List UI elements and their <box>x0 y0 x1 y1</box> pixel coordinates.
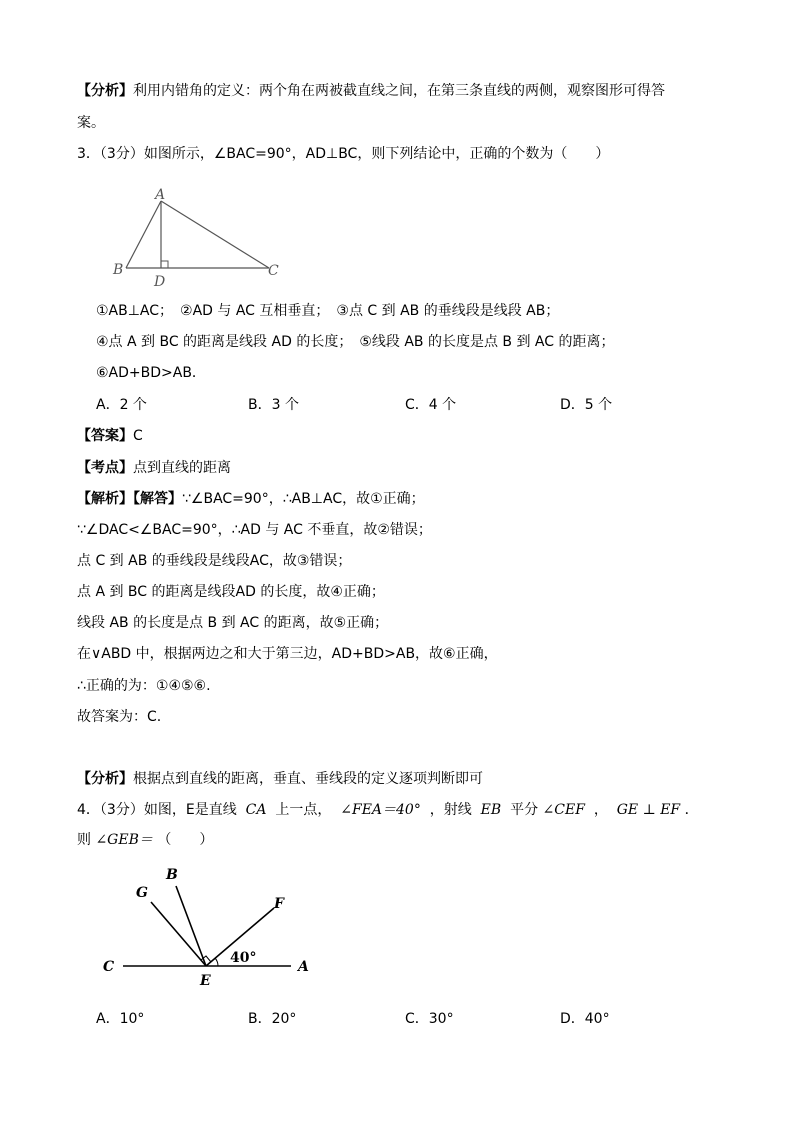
q4-angle-fea: ∠FEA＝40° <box>340 802 421 818</box>
q3-label-b: B <box>113 262 124 278</box>
q4-choice-c: C．30° <box>405 1011 454 1027</box>
q3-solution-line: 在∨ABD 中，根据两边之和大于第三边，AD+BD>AB，故⑥正确， <box>77 646 498 662</box>
q4-ray-eg <box>151 902 206 966</box>
q3-statement-line: ①AB⊥AC； ②AD 与 AC 互相垂直； ③点 C 到 AB 的垂线段是线段 AB； <box>96 303 560 319</box>
q4-ray-eb: EB <box>480 802 502 818</box>
q4-perp: GE ⊥ EF <box>616 802 681 818</box>
q3-analysis <box>77 770 483 788</box>
q4-stem <box>77 801 699 819</box>
q4-choice-b: B．20° <box>248 1011 297 1027</box>
q4-stem-part: 如图，E是直线 <box>143 802 237 818</box>
q3-triangle-figure <box>105 188 295 290</box>
q3-topic-label: 【考点】 <box>77 460 133 476</box>
q4-angle-cef: ∠CEF <box>542 802 585 818</box>
q3-answer <box>77 427 143 445</box>
q3-solution-line: 点 C 到 AB 的垂线段是线段AC，故③错误； <box>77 553 352 569</box>
q3-topic <box>77 459 231 477</box>
q4-angle-arc <box>215 958 218 966</box>
q4-angle-label: 40° <box>230 950 257 966</box>
q3-solution-line: 故答案为：C. <box>77 709 162 725</box>
q4-number: 4． <box>77 802 100 818</box>
q3-score: （3分） <box>99 146 144 162</box>
q3-choice-b: B．3 个 <box>248 397 299 413</box>
q3-solution-line: ∵∠DAC<∠BAC=90°，∴AD 与 AC 不垂直，故②错误； <box>77 522 432 538</box>
q3-number: 3． <box>77 146 100 162</box>
q3-choice-d: D．5 个 <box>560 397 613 413</box>
q3-label-d: D <box>154 274 166 290</box>
q4-stem-part: 则 <box>77 832 91 848</box>
q3-label-c: C <box>268 263 279 279</box>
q3-answer-value: C <box>133 428 143 444</box>
q3-side-ab <box>126 201 161 268</box>
q4-stem-part: 上一点， <box>275 802 332 818</box>
q3-label-a: A <box>155 188 166 203</box>
q3-statement-line: ⑥AD+BD>AB． <box>96 365 206 381</box>
q4-stem-line2 <box>77 831 213 849</box>
q3-stem <box>77 145 609 163</box>
q3-topic-value: 点到直线的距离 <box>133 460 231 476</box>
q4-rays-figure <box>95 860 325 990</box>
q3-analysis-label: 【分析】 <box>77 771 133 787</box>
q2-analysis-label: 【分析】 <box>77 83 133 99</box>
q3-answer-label: 【答案】 <box>77 428 133 444</box>
q3-choice-c: C．4 个 <box>405 397 457 413</box>
q2-analysis <box>77 82 665 100</box>
q4-angle-geb: ∠GEB＝ <box>95 832 153 848</box>
q3-solution-text: ∵∠BAC=90°，∴AB⊥AC，故①正确； <box>182 491 425 507</box>
q3-side-ac <box>161 201 269 268</box>
q4-stem-part: ，射线 <box>429 802 472 818</box>
q4-stem-part: 平分 <box>510 802 539 818</box>
q4-label-f: F <box>274 896 284 912</box>
q3-solution-label: 【解析】【解答】 <box>77 491 182 507</box>
q4-stem-part: （ ） <box>157 832 214 848</box>
q3-choice-a: A．2 个 <box>96 397 147 413</box>
q3-stem-text: 如图所示，∠BAC=90°，AD⊥BC，则下列结论中，正确的个数为（ ） <box>143 146 610 162</box>
q3-solution-line <box>77 490 425 508</box>
q4-label-g: G <box>136 885 148 901</box>
q3-solution-line: 点 A 到 BC 的距离是线段AD 的长度，故④正确； <box>77 584 385 600</box>
q4-score: （3分） <box>99 802 144 818</box>
q4-stem-part: ， <box>593 802 608 818</box>
q2-analysis-text: 利用内错角的定义：两个角在两被截直线之间，在第三条直线的两侧，观察图形可得答 <box>133 83 665 99</box>
q4-stem-part: ． <box>684 802 699 818</box>
q2-analysis-cont: 案。 <box>77 115 105 131</box>
q4-label-e: E <box>200 973 211 989</box>
q3-solution-line: ∴正确的为：①④⑤⑥. <box>77 678 211 694</box>
q3-analysis-text: 根据点到直线的距离，垂直、垂线段的定义逐项判断即可 <box>133 771 483 787</box>
q3-solution-line: 线段 AB 的长度是点 B 到 AC 的距离，故⑤正确； <box>77 615 389 631</box>
q4-label-b: B <box>166 867 178 883</box>
q4-label-a: A <box>298 959 309 975</box>
q3-statement-line: ④点 A 到 BC 的距离是线段 AD 的长度； ⑤线段 AB 的长度是点 B 到 AC 的距离； <box>96 334 615 350</box>
q4-ray-eb-segment <box>176 886 206 966</box>
q4-choice-a: A．10° <box>96 1011 145 1027</box>
q4-choice-d: D．40° <box>560 1011 610 1027</box>
q4-line-ca: CA <box>245 802 267 818</box>
q3-right-angle-mark <box>161 261 168 268</box>
q4-label-c: C <box>103 959 115 975</box>
